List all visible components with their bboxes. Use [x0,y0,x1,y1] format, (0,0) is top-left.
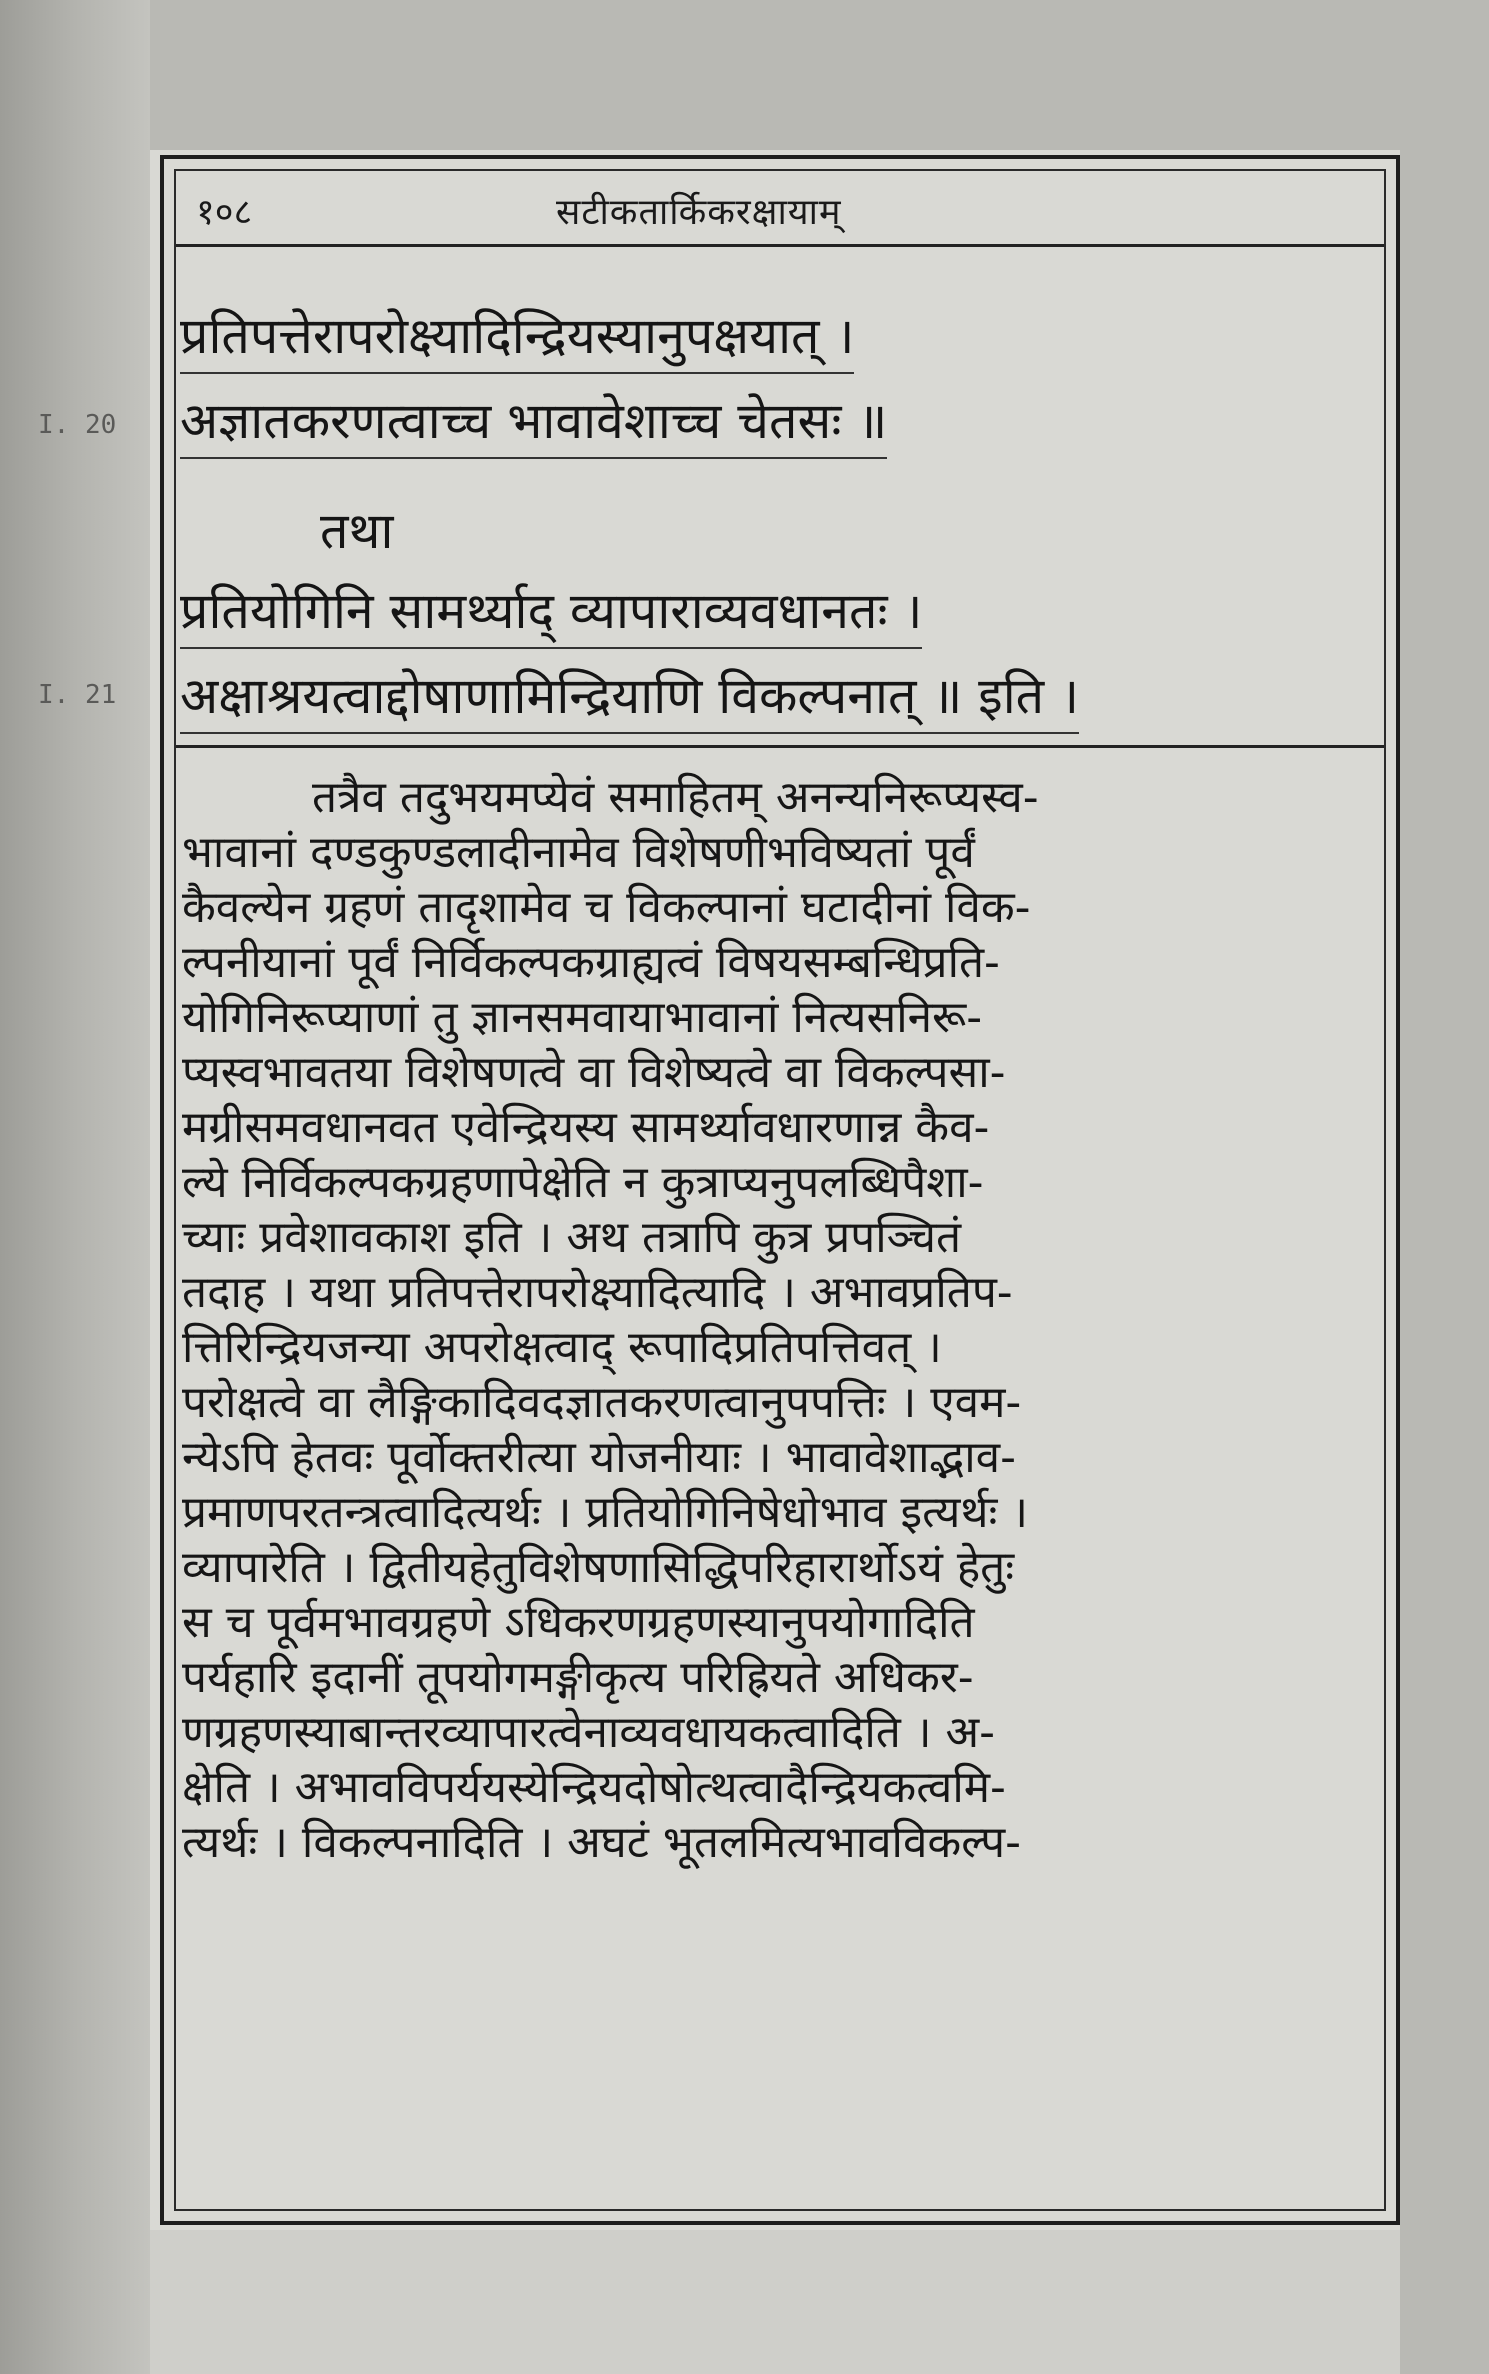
commentary-line: क्षेति । अभावविपर्ययस्येन्द्रियदोषोत्थत्वादैन्द्रियकत्वमि- [182,1762,1006,1813]
commentary-line: त्यर्थः । विकल्पनादिति । अघटं भूतलमित्यभावविकल्प- [182,1817,1021,1868]
running-head: सटीकतार्किकरक्षायाम् [556,192,842,233]
commentary-line: कैवल्येन ग्रहणं तादृशामेव च विकल्पानां घटादीनां विक- [182,882,1031,933]
margin-note-2: I. 21 [38,680,117,710]
commentary-line: स च पूर्वमभावग्रहणे ऽधिकरणग्रहणस्यानुपयोगादिति [182,1597,975,1648]
page-bottom-margin [150,2230,1400,2374]
commentary-line: त्तिरिन्द्रियजन्या अपरोक्षत्वाद् रूपादिप्रतिपत्तिवत् । [182,1322,942,1373]
commentary-line: व्यापारेति । द्वितीयहेतुविशेषणासिद्धिपरिहारार्थोऽयं हेतुः [182,1542,1015,1593]
commentary-line: च्याः प्रवेशावकाश इति । अथ तत्रापि कुत्र प्रपञ्चितं [182,1212,962,1263]
scan-shadow-left [0,0,150,2374]
header-rule [176,244,1384,247]
commentary-line: णग्रहणस्याबान्तरव्यापारत्वेनाव्यवधायकत्वादिति । अ- [182,1707,995,1758]
commentary-line: तदाह । यथा प्रतिपत्तेरापरोक्ष्यादित्यादि । अभावप्रतिप- [182,1267,1013,1318]
commentary-line: परोक्षत्वे वा लैङ्गिकादिवदज्ञातकरणत्वानुपपत्तिः । एवम- [182,1377,1022,1428]
commentary-line: मग्रीसमवधानवत एवेन्द्रियस्य सामर्थ्यावधारणान्न कैव- [182,1102,990,1153]
page-number: १०८ [196,192,253,233]
verse-1-line-1: प्रतिपत्तेरापरोक्ष्यादिन्द्रियस्यानुपक्षयात् । [180,300,854,374]
verse-2-line-2: अक्षाश्रयत्वाद्दोषाणामिन्द्रियाणि विकल्पनात् ॥ इति । [180,660,1079,734]
commentary-line: ल्पनीयानां पूर्वं निर्विकल्पकग्राह्यत्वं विषयसम्बन्धिप्रति- [182,937,1000,988]
commentary-line: न्येऽपि हेतवः पूर्वोक्तरीत्या योजनीयाः । भावावेशाद्भाव- [182,1432,1017,1483]
connector-tatha: तथा [320,502,394,560]
commentary-line: भावानां दण्डकुण्डलादीनामेव विशेषणीभविष्यतां पूर्वं [182,827,975,878]
commentary-line: प्रमाणपरतन्त्रत्वादित्यर्थः । प्रतियोगिनिषेधोभाव इत्यर्थः । [182,1487,1029,1538]
commentary-line: तत्रैव तदुभयमप्येवं समाहितम् अनन्यनिरूप्यस्व- [312,772,1039,823]
commentary-line: पर्यहारि इदानीं तूपयोगमङ्गीकृत्य परिह्रियते अधिकर- [182,1652,974,1703]
verse-2-line-1: प्रतियोगिनि सामर्थ्याद् व्यापाराव्यवधानतः । [180,575,922,649]
commentary-line: प्यस्वभावतया विशेषणत्वे वा विशेष्यत्वे वा विकल्पसा- [182,1047,1006,1098]
verse-1-line-2: अज्ञातकरणत्वाच्च भावावेशाच्च चेतसः ॥ [180,385,887,459]
verse-rule [176,745,1384,748]
commentary-line: ल्ये निर्विकल्पकग्रहणापेक्षेति न कुत्राप्यनुपलब्धिपैशा- [182,1157,984,1208]
margin-note-1: I. 20 [38,410,117,440]
commentary-line: योगिनिरूप्याणां तु ज्ञानसमवायाभावानां नित्यसनिरू- [182,992,983,1043]
commentary-block [182,770,1377,1870]
page-header [176,180,1384,240]
